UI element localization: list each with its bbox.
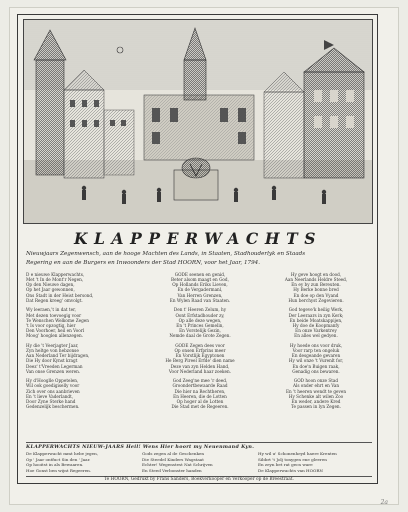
stanza <box>262 378 370 409</box>
verse-line: GOD hoon onze Stad <box>293 378 339 384</box>
stanza <box>26 343 134 374</box>
verse-line: Den Voorhoer, heil en Voorl <box>26 328 85 334</box>
stanza <box>146 307 254 338</box>
verse-line: Genadig ons bewaren. <box>292 368 340 374</box>
subtitle-line-2: Regering en aan de Burgers en Inwoonders der Stad HOORN, voor het Jaar, 1794. <box>26 259 260 266</box>
verse-line: En onze Varkentrey <box>295 328 337 334</box>
subtitle-line-1: Nieuwjaars Zegenwensch, aan de hooge Machten des Lands, in Staaten, Stadhouderlyk en Staads <box>26 251 306 257</box>
verse-line: En alles wel gedyen. <box>294 333 338 339</box>
footer-heading: KLAPPERWACHTS NIEUW-JAARS Heil! Wens Hier hoort my Neuenmand Kyn. <box>26 444 255 450</box>
footer-line: Hoe Gonst ben wijnt Regeeren. <box>26 467 92 473</box>
verse-line: Gedenzelijk beschermen. <box>26 404 80 410</box>
verse-line: En 't Princes Gemelin, <box>176 322 224 328</box>
town-square-engraving <box>23 19 373 224</box>
footer-column-1 <box>26 451 138 473</box>
pencil-mark: 2a <box>380 499 388 506</box>
verse-line: Hy hoede ons voor druk, <box>289 342 343 348</box>
verse-column-2 <box>146 272 254 414</box>
verse-line: Aan Nederland Ter bijdragen, <box>26 353 90 359</box>
verse-line: En doe'n Buigen raak, <box>292 363 340 369</box>
verse-line: Op het Jaar gewonnen, <box>26 287 75 293</box>
verse-line: Voor rarp ten ongeluk <box>292 348 340 354</box>
verse-line: Te Wenschen Welkome Zegen <box>26 317 89 323</box>
verse-line: Van Herren Grenzen, <box>177 292 223 298</box>
verse-line: Aan Neerlands Heldre Steed, <box>284 277 348 283</box>
footer-line: Op ' Jaar ontfuct Sin den ' Jaar. <box>26 456 91 462</box>
footer-line: Hy wil u' Schonenheyd haere Krenten <box>258 451 337 456</box>
verse-line: GODE Zegen dees voor <box>175 342 225 348</box>
stanza <box>262 307 370 338</box>
subtitle <box>26 250 372 267</box>
verse-line: En ey by zun Bereuten. <box>291 282 341 288</box>
footer-signature: De Klapperwachts van HOORN <box>258 467 323 473</box>
verse-line: Zyn heltge von hebzonse <box>26 348 79 354</box>
footer-line: En Steed Verbonster handen <box>142 467 202 473</box>
verse-line: En Wylen Raad van Staaten. <box>169 297 231 303</box>
printer-imprint: Te HOORN, Gedrukt by Frans Sanders, Boekverkooper en Verkooper op de Breestraat. <box>104 477 294 482</box>
verse-line: Deze van zyn Helden Hand, <box>170 363 230 369</box>
verse-line: En 't heeren wendt te geven <box>285 388 347 394</box>
verse-line: Die Hy door Kynst kragt <box>26 358 78 364</box>
verse-line: Nemde daal de Grote Zegen. <box>169 333 231 339</box>
verse-line: Dat Regen kreeg' omvolgt. <box>26 297 83 303</box>
divider-rule <box>26 442 372 443</box>
verse-line: Door Zyne Sterke hand <box>26 398 76 404</box>
verse-line: God Zeeg'ne mee 'r deed, <box>172 378 228 384</box>
verse-line: Op Hollands Eriks Lieven, <box>172 282 228 288</box>
footer-column-3 <box>258 451 370 473</box>
verse-line: Hy Schenke alt wilen Zoo <box>288 393 344 399</box>
verse-line: D e nieuwe Klapperwachts, <box>26 272 85 277</box>
verse-line: Oont Erfstadhouder zy, <box>175 312 225 318</box>
verse-columns <box>26 272 376 442</box>
footer-line: En zeyn bet rat gecn ware <box>258 462 313 467</box>
footer-column-2 <box>142 451 254 473</box>
verse-line: En weder, andere Kred <box>291 398 341 404</box>
verse-line: Ons Stadt in der Heist bersond, <box>26 292 94 298</box>
verse-line: Op alle deze wegen, <box>178 317 222 323</box>
verse-line: Hy doe de Koopmanfy <box>292 322 340 328</box>
verse-line: Deez' t'Vreeden Legerman <box>26 363 83 369</box>
verse-line: He Berg Pireel Erfde' dien name <box>165 358 235 364</box>
verse-line: 't Is voor opzogtig, hier <box>26 322 76 328</box>
verse-line: En de Vergadermanl, <box>177 287 223 293</box>
verse-line: GODE seenen en genid, <box>174 272 226 277</box>
verse-line: God tegeve'k heilig Werk, <box>288 307 344 313</box>
verse-line: Der Leeraars in zyn Kerk; <box>288 312 344 318</box>
stanza <box>26 272 134 303</box>
footer-line: Die Steedel Kinders Wagstaat <box>142 456 204 462</box>
verse-line: Wy leeraen,'t in dat ter, <box>26 307 76 313</box>
verse-line: Die Stad met de Regeeren. <box>171 404 229 410</box>
verse-line: En Heeren, die de Lotten <box>173 393 227 399</box>
verse-line: En 't lieve Vaderlandt, <box>26 393 74 399</box>
verse-line: Beter alsom maagt en God, <box>171 277 229 283</box>
footer-line: De Klapperwacht mmt hebe jegen, <box>26 451 99 456</box>
verse-line: Hy die 't Veerjagter Jaar, <box>26 342 79 348</box>
footer-line: Echter! Wegenstest Nat Schrijven <box>142 462 213 467</box>
verse-line: En beide Moatskappijen, <box>289 317 343 323</box>
footer-line: Gods zegen al de Geschenken <box>142 451 205 456</box>
verse-line: Die hier na Rechtheren, <box>174 388 226 394</box>
verse-line: En desgeande gevaren <box>291 353 341 359</box>
verse-column-3 <box>262 272 370 414</box>
stanza <box>146 343 254 374</box>
verse-line: Op onsen Erfprins meer <box>174 348 226 354</box>
stanza <box>146 378 254 409</box>
verse-column-1 <box>26 272 134 414</box>
verse-line: Zich over ons aanbrieven <box>26 388 80 394</box>
verse-line: Hun berchyst Zegevieren. <box>288 297 344 303</box>
verse-line: Op hoger al de Lotten <box>176 398 224 404</box>
verse-line: Als onder ehrt en Van <box>292 383 340 389</box>
footer-line: Op hooitst in als Bewaaren. <box>26 462 84 467</box>
verse-line: Wil ook goedigiselly voor <box>26 383 80 389</box>
verse-line: Moog' hooglen allenzegen. <box>26 333 83 339</box>
stanza <box>262 343 370 374</box>
verse-line: Den t' Heeren Zelum, hy <box>173 307 227 313</box>
verse-line: Met 't In de Mont'r Negen, <box>26 277 84 283</box>
verse-line: Met dezen toevoegig voor <box>26 312 82 318</box>
verse-line: Van onse Grenzen weren. <box>26 368 81 374</box>
verse-line: Op den Nieuwe dagen, <box>26 282 75 288</box>
verse-line: En Vorstelijk Gezin, <box>179 328 221 334</box>
verse-line: Hy Berke bonne bred <box>293 287 339 293</box>
verse-line: Groondertbewaarde Raad <box>172 383 228 389</box>
footer-line: Sibbrt 't Jolj tonygen ene gleeren <box>258 456 327 462</box>
footer-verses <box>26 451 372 477</box>
verse-line: Hy wil onze 't Vurenlt for, <box>288 358 344 364</box>
poem-title: KLAPPERWACHTS <box>73 229 322 248</box>
verse-line: Voor Nederland haar zoeken. <box>168 368 232 374</box>
stanza <box>26 378 134 409</box>
stanza <box>262 272 370 303</box>
verse-line: En doe op den Vyand <box>293 292 339 298</box>
verse-line: Hy geve hoogt en dood, <box>290 272 342 277</box>
stanza <box>26 307 134 338</box>
verse-line: Te passen in lyn Zegen. <box>291 404 341 410</box>
verse-line: En Vorstlijk Egyptonen <box>175 353 225 359</box>
stanza <box>146 272 254 303</box>
verse-line: Hy d'Hooglle Oppetelen, <box>26 378 79 384</box>
